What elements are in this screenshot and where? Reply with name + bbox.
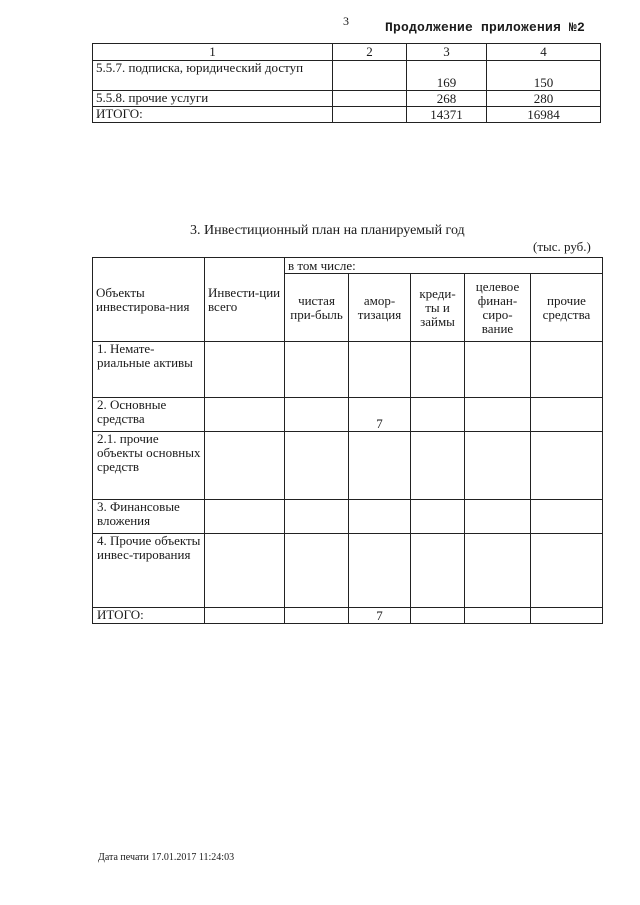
header-objects: Объекты инвестирова-ния (93, 258, 205, 342)
cell-value (531, 500, 603, 534)
cell-value (205, 342, 285, 398)
header-including: в том числе: (285, 258, 603, 274)
cell-value (285, 342, 349, 398)
cell-value (205, 398, 285, 432)
cell-value (411, 534, 465, 608)
cell-value: 169 (407, 61, 487, 91)
cell-value: 150 (487, 61, 601, 91)
header-net-profit: чистая при-быль (285, 274, 349, 342)
cell-value (285, 398, 349, 432)
cell-value (349, 534, 411, 608)
table-row (93, 608, 603, 624)
cell-value (205, 608, 285, 624)
expenses-table (92, 43, 601, 123)
cell-value (333, 107, 407, 123)
header-credits: креди-ты и займы (411, 274, 465, 342)
header-amortization: амор-тизация (349, 274, 411, 342)
row-label: 2.1. прочие объекты основных средств (93, 432, 205, 500)
column-header: 3 (407, 44, 487, 61)
cell-value (465, 500, 531, 534)
cell-value (531, 608, 603, 624)
cell-value (411, 608, 465, 624)
cell-value (349, 500, 411, 534)
table-row (93, 107, 601, 123)
row-label: ИТОГО: (93, 608, 205, 624)
cell-value (411, 342, 465, 398)
section-title: 3. Инвестиционный план на планируемый год (190, 223, 465, 238)
cell-value (411, 500, 465, 534)
cell-value (205, 432, 285, 500)
column-header: 4 (487, 44, 601, 61)
page-number: 3 (343, 14, 349, 28)
cell-value: 7 (349, 608, 411, 624)
row-label: 3. Финансовые вложения (93, 500, 205, 534)
row-label: 5.5.8. прочие услуги (93, 91, 333, 107)
cell-value (531, 398, 603, 432)
cell-value: 268 (407, 91, 487, 107)
column-header: 2 (333, 44, 407, 61)
cell-value (205, 500, 285, 534)
cell-value (465, 608, 531, 624)
cell-value (285, 432, 349, 500)
table-row (93, 342, 603, 398)
cell-value (285, 500, 349, 534)
column-header: 1 (93, 44, 333, 61)
row-label: ИТОГО: (93, 107, 333, 123)
cell-value (285, 608, 349, 624)
cell-value (349, 342, 411, 398)
row-label: 2. Основные средства (93, 398, 205, 432)
cell-value (531, 432, 603, 500)
cell-value: 14371 (407, 107, 487, 123)
table-row (93, 91, 601, 107)
units-label: (тыс. руб.) (533, 239, 591, 254)
cell-value: 280 (487, 91, 601, 107)
header-target-financing: целевое финан-сиро-вание (465, 274, 531, 342)
cell-value (465, 398, 531, 432)
header-total: Инвести-ции всего (205, 258, 285, 342)
cell-value (333, 61, 407, 91)
cell-value (205, 534, 285, 608)
table-row (93, 500, 603, 534)
table-row (93, 432, 603, 500)
cell-value (531, 342, 603, 398)
table-row (93, 534, 603, 608)
expenses-table-header (93, 44, 601, 61)
cell-value: 7 (349, 398, 411, 432)
table-row (93, 61, 601, 91)
header-other-sources: прочие средства (531, 274, 603, 342)
cell-value: 16984 (487, 107, 601, 123)
cell-value (465, 342, 531, 398)
cell-value (333, 91, 407, 107)
cell-value (411, 432, 465, 500)
cell-value (531, 534, 603, 608)
table-header-row (93, 258, 603, 274)
table-row (93, 398, 603, 432)
cell-value (465, 432, 531, 500)
cell-value (411, 398, 465, 432)
row-label: 5.5.7. подписка, юридический доступ (93, 61, 333, 91)
print-date: Дата печати 17.01.2017 11:24:03 (98, 852, 235, 863)
cell-value (285, 534, 349, 608)
cell-value (349, 432, 411, 500)
cell-value (465, 534, 531, 608)
appendix-header: Продолжение приложения №2 (385, 20, 586, 35)
row-label: 4. Прочие объекты инвес-тирования (93, 534, 205, 608)
row-label: 1. Немате-риальные активы (93, 342, 205, 398)
investment-plan-table (92, 257, 603, 624)
